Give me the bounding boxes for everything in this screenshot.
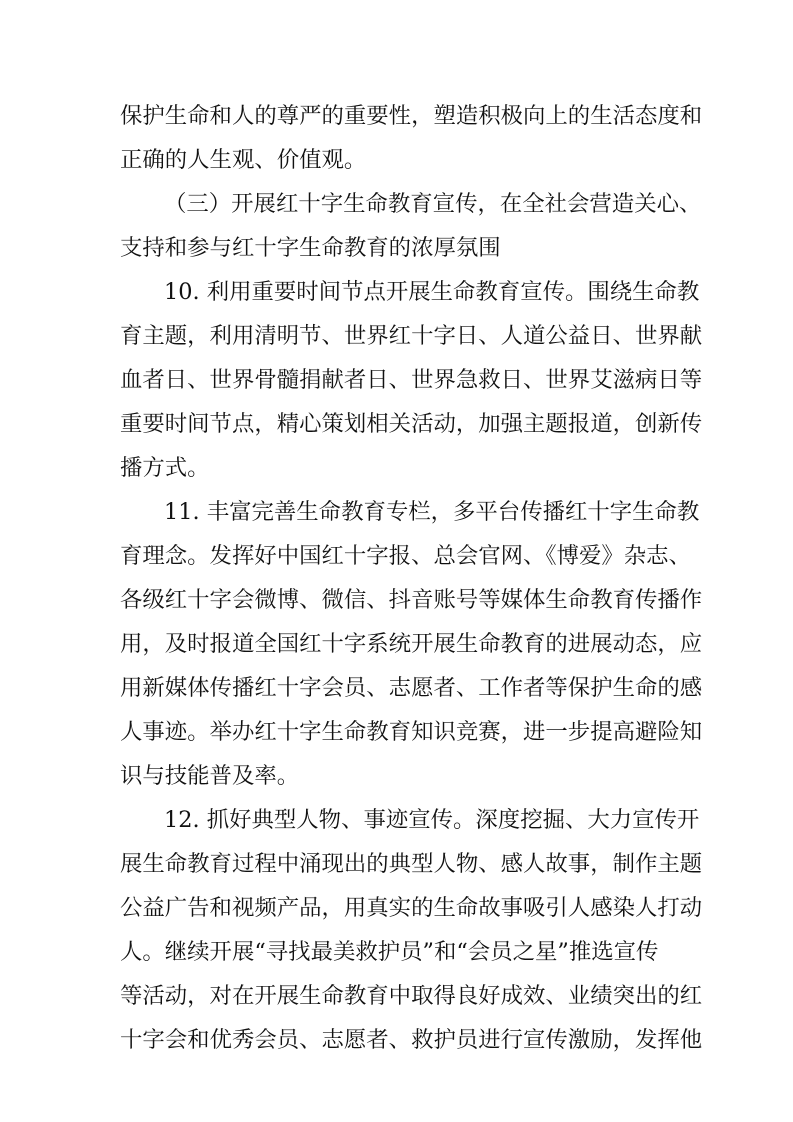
text-line: 用新媒体传播红十字会员、志愿者、工作者等保护生命的感: [120, 675, 703, 701]
text-line: 人。继续开展“寻找最美救护员”和“会员之星”推选宣传: [120, 939, 659, 965]
text-line: 十字会和优秀会员、志愿者、救护员进行宣传激励，发挥他: [120, 1027, 703, 1053]
text-line: 等活动，对在开展生命教育中取得良好成效、业绩突出的红: [120, 983, 703, 1009]
text-line: 人事迹。举办红十字生命教育知识竞赛，进一步提高避险知: [120, 719, 703, 745]
text-line: 重要时间节点，精心策划相关活动，加强主题报道，创新传: [120, 411, 703, 437]
text-line: 公益广告和视频产品，用真实的生命故事吸引人感染人打动: [120, 895, 703, 921]
text-line: 播方式。: [120, 455, 210, 481]
text-line: 展生命教育过程中涌现出的典型人物、感人故事，制作主题: [120, 851, 703, 877]
text-line: 育主题，利用清明节、世界红十字日、人道公益日、世界献: [120, 323, 703, 349]
paragraph-11-start: 11. 丰富完善生命教育专栏，多平台传播红十字生命教: [164, 499, 700, 525]
text-line: 育理念。发挥好中国红十字报、总会官网、《博爱》杂志、: [120, 543, 691, 569]
paragraph-12-start: 12. 抓好典型人物、事迹宣传。深度挖掘、大力宣传开: [164, 807, 700, 833]
text-line: 用，及时报道全国红十字系统开展生命教育的进展动态，应: [120, 631, 703, 657]
text-line: 各级红十字会微博、微信、抖音账号等媒体生命教育传播作: [120, 587, 703, 613]
paragraph-10-start: 10. 利用重要时间节点开展生命教育宣传。围绕生命教: [164, 279, 700, 305]
text-line: 正确的人生观、价值观。: [120, 147, 367, 173]
text-line: 保护生命和人的尊严的重要性，塑造积极向上的生活态度和: [120, 103, 703, 129]
section-heading-continued: 支持和参与红十字生命教育的浓厚氛围: [120, 235, 501, 261]
text-line: 血者日、世界骨髓捐献者日、世界急救日、世界艾滋病日等: [120, 367, 703, 393]
section-heading: （三）开展红十字生命教育宣传，在全社会营造关心、: [164, 191, 702, 217]
text-line: 识与技能普及率。: [120, 763, 300, 789]
